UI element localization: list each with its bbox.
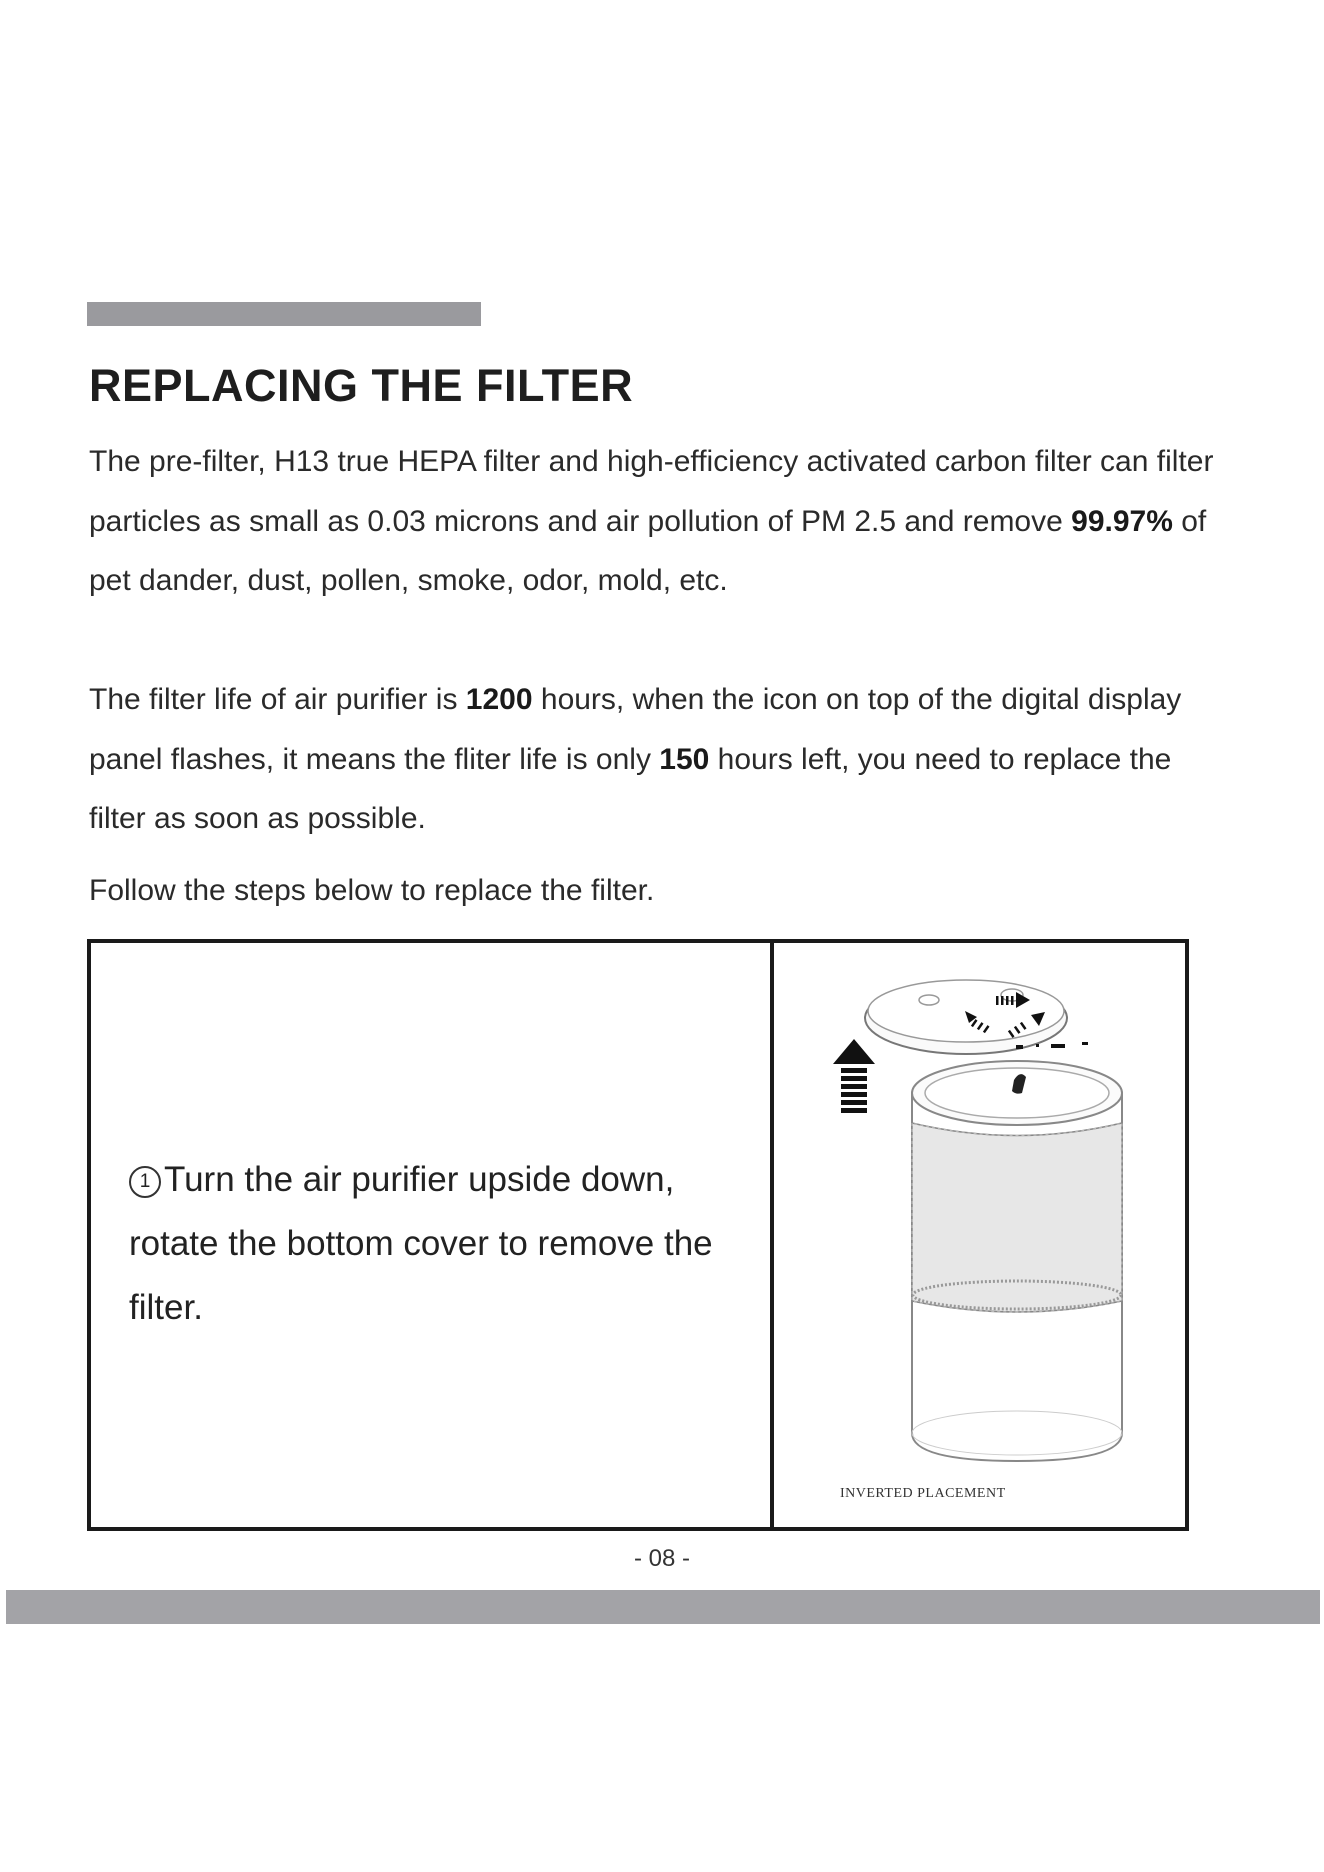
bottom-cover-icon	[865, 980, 1088, 1054]
remaining-hours: 150	[659, 742, 710, 776]
page-number: - 08 -	[633, 1545, 690, 1572]
purifier-body-icon	[912, 1061, 1122, 1461]
filter-life-hours: 1200	[465, 683, 533, 716]
inverted-purifier-illustration	[774, 943, 1185, 1527]
header-accent-bar	[87, 302, 481, 326]
illustration-caption: INVERTED PLACEMENT	[840, 1486, 1006, 1501]
text-span: hours left, you need to replace the filter as soon as possible.	[89, 742, 1172, 835]
footer-accent-bar	[6, 1590, 1320, 1624]
steps-intro: Follow the steps below to replace the filter.	[89, 874, 655, 907]
text-span: of pet dander, dust, pollen, smoke, odor, mold, etc.	[89, 504, 1207, 597]
intro-paragraph-filter-life	[89, 670, 1219, 849]
text-span: The filter life of air purifier is	[89, 683, 466, 716]
intro-paragraph-filter-types	[89, 432, 1219, 611]
step-number-badge: 1	[129, 1166, 161, 1198]
step-1-instruction	[129, 1148, 749, 1340]
step-1-box	[87, 939, 1189, 1531]
text-span: hours, when the icon on top of the digital display panel flashes, it means the fliter life is only	[89, 683, 1182, 776]
efficiency-value: 99.97%	[1071, 504, 1173, 538]
step-1-text: Turn the air purifier upside down, rotate the bottom cover to remove the filter.	[129, 1160, 713, 1327]
up-arrow-icon	[833, 1039, 875, 1113]
page-title: REPLACING THE FILTER	[89, 360, 634, 411]
text-span: The pre-filter, H13 true HEPA filter and high-efficiency activated carbon filter can filter particles as small as 0.03 microns and air pollution of PM 2.5 and remove	[89, 445, 1214, 538]
